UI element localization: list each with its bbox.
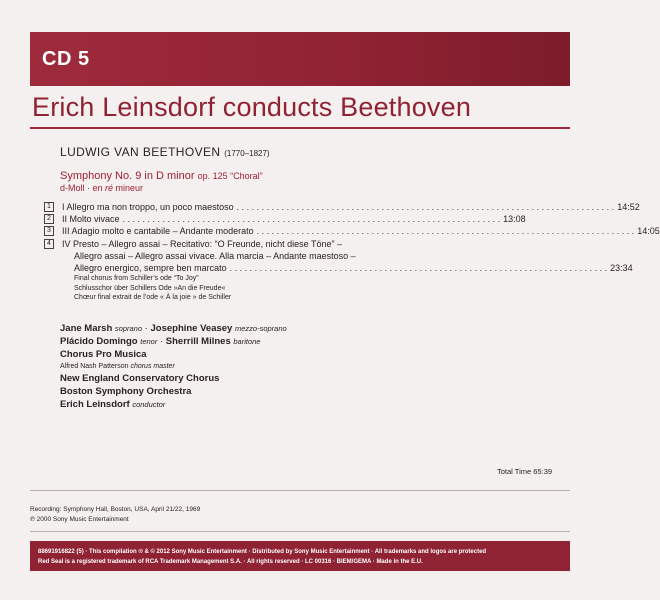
track-note: Schlusschor über Schillers Ode »An die Freude« [74,284,226,292]
track-duration: 14:05 [637,226,660,237]
divider [30,490,570,491]
soloists-line-2: Plácido Domingo tenor · Sherrill Milnes baritone [60,336,261,347]
track-duration: 13:08 [503,214,526,225]
work-header [60,146,480,194]
dot-leader [123,213,501,225]
performer-name: Josephine Veasey [150,323,233,334]
track-number: 2 [44,214,54,224]
track-number: 3 [44,226,54,236]
performer-name: Jane Marsh [60,323,113,334]
recording-info [30,505,200,525]
chorus-name: Chorus Pro Musica [60,349,147,360]
conductor-line [60,398,480,411]
divider [30,531,570,532]
track-title: IV Presto – Allegro assai – Recitativo: “O Freunde, nicht diese Töne” – [62,238,342,249]
dot-leader [237,201,615,213]
track-title-continued: Allegro assai – Allegro assai vivace. Alla marcia – Andante maestoso – [74,250,356,261]
album-title: Erich Leinsdorf conducts Beethoven [32,92,472,122]
legal-line-2: Red Seal is a registered trademark of RCA Trademark Management S.A. · All rights reserved · LC 00316 · BIEM/GEMA · Made in the E.U. [38,559,423,565]
soloists-line-1: Jane Marsh soprano · Josephine Veasey mezzo-soprano [60,323,287,334]
chorus-master [60,361,480,372]
chorus-master-role: chorus master [130,363,175,370]
alt-title-suffix: mineur [113,183,144,193]
title-divider [30,127,570,129]
track-note: Final chorus from Schiller’s ode “To Joy” [74,275,199,283]
track-number: 4 [44,239,54,249]
phonogram-copyright: ℗ 2000 Sony Music Entertainment [30,516,129,523]
performer-role: baritone [233,337,261,346]
conductor-name: Erich Leinsdorf [60,399,130,410]
conductor-role: conductor [132,400,166,409]
work-title [60,170,480,182]
performer-role: tenor [140,337,158,346]
recording-location: Recording: Symphony Hall, Boston, USA, April 21/22, 1969 [30,506,201,513]
work-alt-titles [60,182,480,194]
performer-role: mezzo-soprano [234,324,287,333]
track-title: III Adagio molto e cantabile – Andante moderato [62,226,254,237]
composer-dates: (1770–1827) [224,149,270,158]
dot-leader [230,262,608,274]
total-time: Total Time 65:39 [497,467,553,476]
track-row [44,201,640,213]
performer-name: Sherrill Milnes [165,336,231,347]
track-duration: 14:52 [617,202,640,212]
track-title: I Allegro ma non troppo, un poco maestoso [62,202,234,212]
performers [60,322,480,411]
track-row [44,225,660,237]
cd-banner [30,32,570,86]
track-note: Chœur final extrait de l’ode « À la joie » de Schiller [74,294,232,302]
chorus-name: New England Conservatory Chorus [60,373,220,384]
legal-footer [30,541,570,571]
track-row [44,238,469,250]
composer [60,146,480,160]
composer-name: LUDWIG VAN BEETHOVEN [60,145,221,159]
work-name: Symphony No. 9 in D minor [60,170,195,182]
track-list [44,201,660,303]
chorus-master-name: Alfred Nash Patterson [60,363,129,370]
track-row [44,213,526,225]
track-duration: 23:34 [610,263,633,274]
track-title-last-line [74,262,633,274]
track-number: 1 [44,202,54,212]
dot-leader [257,225,635,237]
work-opus: op. 125 “Choral” [197,171,263,181]
cd-label: CD 5 [42,47,90,70]
performer-name: Plácido Domingo [60,336,138,347]
orchestra-name: Boston Symphony Orchestra [60,386,192,397]
track-title-line3: Allegro energico, sempre ben marcato [74,263,227,274]
legal-line-1: 88691916822 (5) · This compilation ℗ & © 2012 Sony Music Entertainment · Distributed by Sony Music Entertainment · All trademarks and logos are protected [38,549,487,555]
track-title: II Molto vivace [62,214,120,225]
alt-title-italic: ré [105,183,114,193]
alt-title-prefix: d-Moll · en [60,183,106,193]
performer-role: soprano [114,324,143,333]
